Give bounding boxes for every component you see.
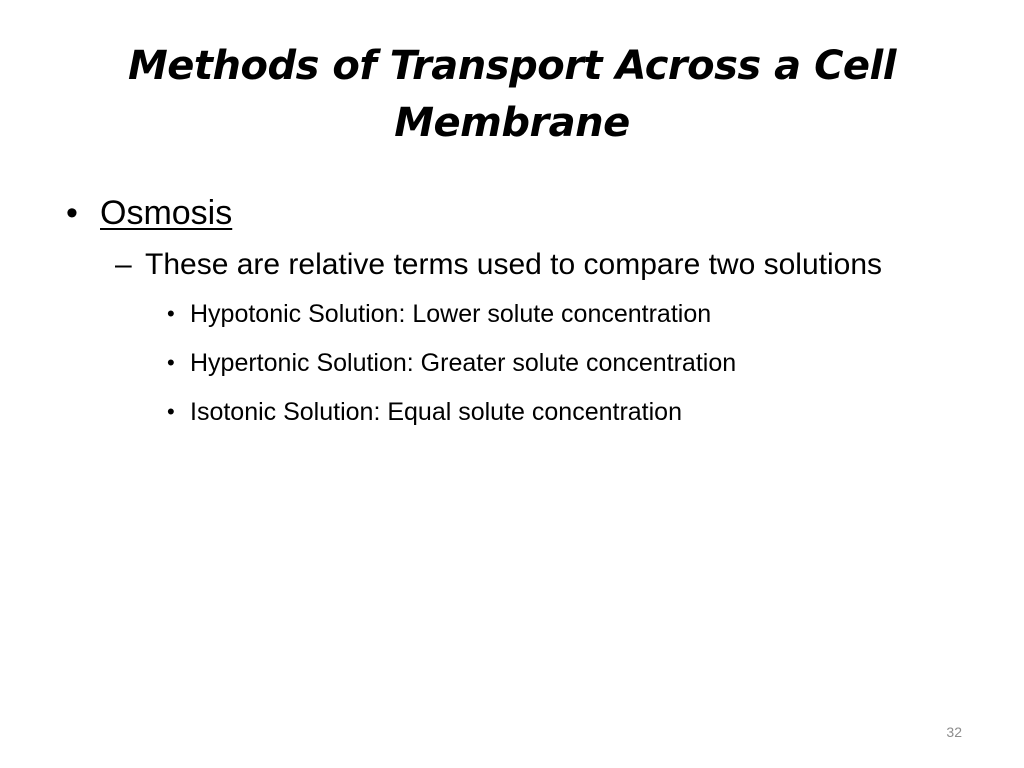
list-item-isotonic [60,392,960,432]
slide-body [60,188,960,441]
list-item-text: Isotonic Solution: Equal solute concentration [190,398,682,426]
slide-title-line-1: Methods of Transport Across a Cell [128,43,896,89]
list-item-text: Hypertonic Solution: Greater solute concentration [190,349,737,377]
slide-page-number: 32 [946,724,962,740]
dash-marker: – [115,248,132,281]
bullet-marker: • [167,301,175,326]
bullet-marker: • [167,350,175,375]
bullet-marker: • [167,399,175,424]
subpoint-text: These are relative terms used to compare two solutions [145,248,883,281]
bullet-marker: • [66,194,78,232]
slide-title [0,38,1024,152]
list-item-text: Hypotonic Solution: Lower solute concentration [190,300,712,328]
list-item-hypertonic [60,343,960,383]
subpoint-relative-terms [60,242,905,288]
bullet-osmosis [60,188,960,238]
osmosis-heading: Osmosis [100,194,233,232]
list-item-hypotonic [60,294,960,334]
slide-title-line-2: Membrane [394,100,630,146]
